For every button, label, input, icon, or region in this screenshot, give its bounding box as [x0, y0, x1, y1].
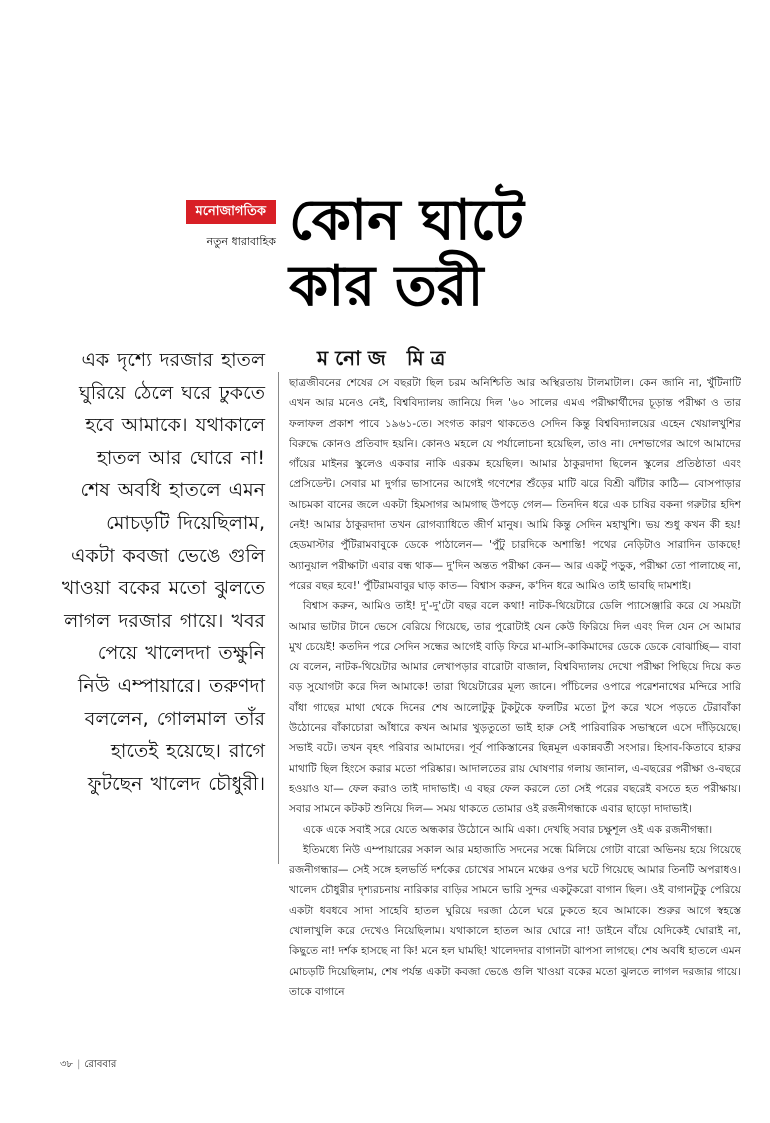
page-footer [60, 1057, 116, 1074]
title-line-1: কোন ঘাটে [289, 188, 524, 253]
body-paragraph: বিশ্বাস করুন, আমিও তাই! দু'-দু'টো বছর বলে কথা! নাটক-থিয়েটারে ডেলি প্যাসেঞ্জারি করে যে সময়টা আমার ভাটার টানে ভেসে বেরিয়ে গিয়েছে, তার পুরোটাই যেন কেউ ফিরিয়ে দিল এবং দিল যেন সে আমার মুখ চেয়েই! কতদিন পরে সেদিন সন্ধের আগেই বাড়ি ফিরে মা-মাসি-কাকিমাদের ডেকে ডেকে বোঝাচ্ছি— বাবা যে বলেন, নাটক-থিয়েটার আমার লেখাপড়ার বারোটা বাজাল, বিশ্ববিদ্যালয় দেখো পরীক্ষা পিছিয়ে দিয়ে কত বড় সুযোগটা করে দিল আমাকে! তারা থিয়েটারের মূল্য জানে। পাঁচিলের ওপারে পরেশনাথের মন্দিরে সারি বাঁধা গাছের মাথা থেকে দিনের শেষ আলোটুকু টুকটুকে ফলটির মতো টুপ করে খসে পড়তে টেরাবাঁকা উঠোনের বাঁকাচোরা আঁধারে কখন আমার খুড়তুতো ভাই হারু সেই পারিবারিক সভাস্থলে এসে দাঁড়িয়েছে। সভাই বটে। তখন বৃহৎ পরিবার আমাদের। পূর্ব পাকিস্তানের ছিন্নমূল একান্নবর্তী সংসার। হিসাব-কিতাবে হারুর মাথাটি ছিল হিংসে করার মতো পরিষ্কার। আদালতের রায় ঘোষণার গলায় জানাল, এ-বছরের পরীক্ষা ও-বছরে হওয়াও যা— ফেল করাও তাই দাদাভাই। এ বছর ফেল করলে তো সেই পরের বছরেই বসতে হত পরীক্ষায়। সবার সামনে কটকট শুনিয়ে দিল— সময় থাকতে তোমার ওই রজনীগন্ধাকে এবার ছাড়ো দাদাভাই। [289, 600, 741, 816]
series-label: নতুন ধারাবাহিক [206, 235, 276, 248]
page-number: ৩৮ [60, 1059, 73, 1070]
article-title [289, 188, 524, 320]
body-paragraph: ইতিমধ্যে নিউ এম্পায়ারের সকাল আর মহাজাতি সদনের সন্ধে মিলিয়ে গোটা বারো অভিনয় হয়ে গিয়েছে রজনীগন্ধার— সেই সঙ্গে হলভর্তি দর্শকের চোখের সামনে মঞ্চের ওপর ঘটে গিয়েছে আমার তিনটি অপরাধও। খালেদ চৌধুরীর দৃশ্যরচনায় নারিকার বাড়ির সামনে ভারি সুন্দর একটুকরো বাগান ছিল। ওই বাগানটুকু পেরিয়ে একটা ধবধবে সাদা সাহেবি হাতল ঘুরিয়ে দরজা ঠেলে ঘরে ঢুকতে হবে আমাকে। শুরুর আগে স্বহস্তে খোলাখুলি করে দেখেও নিয়েছিলাম। যথাকালে হাতল আর ঘোরে না! ডাইনে বাঁয়ে যেদিকেই ঘোরাই না, কিছুতে না! দর্শক হাসছে না কি! মনে হল ঘামছি! খালেদদার বাগানটা ঝাপসা লাগছে। শেষ অবধি হাতলে এমন মোচড়টি দিয়েছিলাম, শেষ পর্যন্ত একটা কবজা ভেঙে গুলি খাওয়া বকের মতো ঝুলতে লাগল দরজার গায়ে। তাকে বাগানে [289, 843, 741, 998]
body-paragraph: একে একে সবাই সরে যেতে অন্ধকার উঠোনে আমি একা। দেখছি সবার চক্ষুশূল ওই এক রজনীগন্ধা। [303, 823, 713, 836]
section-header [170, 200, 276, 252]
article-body [289, 373, 741, 1053]
footer-separator: | [77, 1059, 81, 1070]
title-line-2: কার তরী [289, 254, 484, 319]
pull-quote: এক দৃশ্যে দরজার হাতল ঘুরিয়ে ঠেলে ঘরে ঢুকতে হবে আমাকে। যথাকালে হাতল আর ঘোরে না! শেষ অবধি হাতলে এমন মোচড়টি দিয়েছিলাম, একটা কবজা ভেঙে গুলি খাওয়া বকের মতো ঝুলতে লাগল দরজার গায়ে। খবর পেয়ে খালেদদা তক্ষুনি নিউ এম্পায়ারে। তরুণদা বললেন, গোলমাল তাঁর হাতেই হয়েছে। রাগে ফুটছেন খালেদ চৌধুরী। [61, 349, 265, 795]
section-tag: মনোজাগতিক [186, 200, 276, 224]
author-byline: মনোজ মিত্র [317, 346, 453, 370]
column-divider [278, 372, 279, 864]
body-paragraph: ছাত্রজীবনের শেষের সে বছরটা ছিল চরম অনিশ্চিতি আর অস্থিরতায় টালমাটাল। কেন জানি না, খুঁটিনাটি এখন আর মনেও নেই, বিশ্ববিদ্যালয় জানিয়ে দিল '৬০ সালের এমএ পরীক্ষার্থীদের চূড়ান্ত পরীক্ষা ও তার ফলাফল প্রকাশ পাবে ১৯৬১-তে। সংগত কারণ থাকতেও সেদিন কিন্তু বিশ্ববিদ্যালয়ের এহেন খেয়ালখুশির বিরুদ্ধে কোনও প্রতিবাদ হয়নি। কোনও মহলে যে পর্যালোচনা হয়েছিল, তাও না। দেশভাগের আগে আমাদের গাঁয়ের মাইনর স্কুলেও একবার নাকি এরকম হয়েছিল। আমার ঠাকুরদাদা ছিলেন স্কুলের প্রতিষ্ঠাতা এবং প্রেসিডেন্ট। সেবার মা দুর্গার ভাসানের আগেই গণেশের শুঁড়ের মাটি ঝরে বিশ্রী ঝাঁটার কাঠি— বোসপাড়ার আচমকা বানের জলে একটা হিমসাগর আমগাছ উপড়ে গেল— তিনদিন ধরে এক চাষির বকনা গরুটার হদিশ নেই! আমার ঠাকুরদাদা তখন রোগব্যাধিতে জীর্ণ মানুষ। আমি কিন্তু সেদিন মহাখুশি। ভয় শুধু কখন কী হয়! হেডমাস্টার পুঁটিরামবাবুকে ডেকে পাঠালেন— 'পুঁটু চারদিকে অশান্তি! পথের নেড়িটাও সারাদিন ডাকছে! অ্যানুয়াল পরীক্ষাটা এবার বন্ধ থাক— দু'দিন অন্তত পরীক্ষা কেন— আর একটু পড়ুক, পরীক্ষা তো পালাচ্ছে না, পরের বছর হবে!' পুঁটিরামবাবুর ঘাড় কাত— বিশ্বাস করুন, ক'দিন ধরে আমিও তাই ভাবছি দামশাই। [289, 377, 741, 592]
publication-name: রোববার [84, 1059, 117, 1070]
